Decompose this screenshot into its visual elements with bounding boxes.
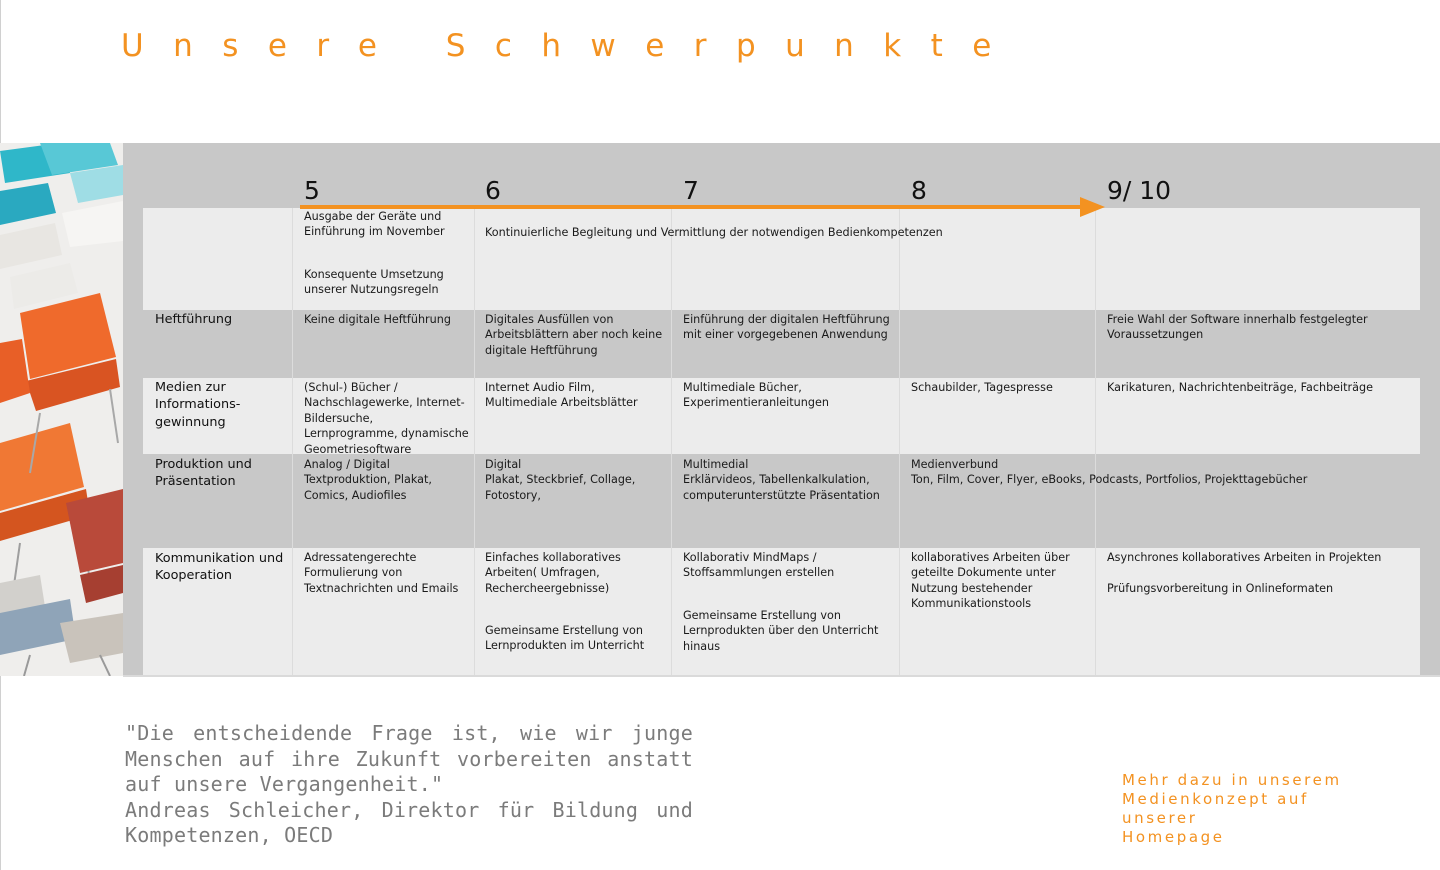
cell-komm-9-10: Asynchrones kollaboratives Arbeiten in Projekten bbox=[1107, 551, 1382, 564]
cell-komm-5: Adressatengerechte Formulierung von Textnachrichten und Emails bbox=[304, 551, 459, 595]
cell-intro-kontinuierlich: Kontinuierliche Begleitung und Vermittlung der notwendigen Bedienkompetenzen bbox=[485, 226, 943, 239]
cell-komm-6: Einfaches kollaboratives Arbeiten( Umfragen, Rechercheergebnisse) bbox=[485, 551, 621, 595]
quote-block bbox=[125, 721, 693, 849]
cell-produktion-7: Multimedial Erklärvideos, Tabellenkalkulation, computerunterstützte Präsentation bbox=[683, 458, 880, 502]
quote-text: "Die entscheidende Frage ist, wie wir junge Menschen auf ihre Zukunft vorbereiten anstatt auf unsere Vergangenheit." bbox=[125, 721, 693, 797]
grade-8: 8 bbox=[911, 176, 927, 205]
cell-produktion-8: Medienverbund Ton, Film, Cover, Flyer, eBooks, Podcasts, Portfolios, Projekttagebücher bbox=[911, 458, 1308, 487]
cell-heft-7: Einführung der digitalen Heftführung mit einer vorgegebenen Anwendung bbox=[683, 313, 890, 342]
page-title: Unsere Schwerpunkte bbox=[121, 28, 1021, 64]
cell-komm-9-10-pruefung: Prüfungsvorbereitung in Onlineformaten bbox=[1107, 582, 1334, 595]
column-divider bbox=[671, 208, 672, 675]
cell-medien-6: Internet Audio Film, Multimediale Arbeitsblätter bbox=[485, 381, 638, 410]
grade-6: 6 bbox=[485, 176, 501, 205]
cell-komm-6-gemeinsam: Gemeinsame Erstellung von Lernprodukten im Unterricht bbox=[485, 624, 645, 653]
grade-9-10: 9/ 10 bbox=[1107, 176, 1172, 205]
cell-medien-7: Multimediale Bücher, Experimentieranleitungen bbox=[683, 381, 829, 410]
cell-heft-9-10: Freie Wahl der Software innerhalb festgelegter Voraussetzungen bbox=[1107, 313, 1368, 342]
row-label-heftfuehrung: Heftführung bbox=[155, 312, 233, 327]
column-divider bbox=[899, 208, 900, 675]
cell-medien-8: Schaubilder, Tagespresse bbox=[911, 381, 1053, 394]
cell-produktion-5: Analog / Digital Textproduktion, Plakat, Comics, Audiofiles bbox=[304, 458, 432, 502]
quote-author: Andreas Schleicher, Direktor für Bildung und Kompetenzen, OECD bbox=[125, 797, 693, 848]
row-label-kommunikation: Kommunikation und Kooperation bbox=[155, 551, 284, 584]
cell-heft-6: Digitales Ausfüllen von Arbeitsblättern aber noch keine digitale Heftführung bbox=[485, 313, 663, 357]
column-divider bbox=[474, 208, 475, 675]
cell-medien-5: (Schul-) Bücher / Nachschlagewerke, Internet- Bildersuche, Lernprogramme, dynamische Geometriesoftware bbox=[304, 381, 469, 456]
cell-komm-8: kollaboratives Arbeiten über geteilte Dokumente unter Nutzung bestehender Kommunikationstools bbox=[911, 551, 1070, 611]
cell-medien-9-10: Karikaturen, Nachrichtenbeiträge, Fachbeiträge bbox=[1107, 381, 1373, 394]
cell-komm-7-gemeinsam: Gemeinsame Erstellung von Lernprodukten über den Unterricht hinaus bbox=[683, 609, 879, 653]
panel-bottom-line bbox=[123, 675, 1440, 677]
column-divider bbox=[1095, 208, 1096, 675]
grade-7: 7 bbox=[683, 176, 699, 205]
chairs-photo bbox=[0, 143, 123, 676]
cell-produktion-6: Digital Plakat, Steckbrief, Collage, Fotostory, bbox=[485, 458, 636, 502]
chairs-illustration bbox=[0, 143, 123, 676]
homepage-link[interactable]: Mehr dazu in unserem Medienkonzept auf unserer Homepage bbox=[1122, 771, 1342, 846]
cell-intro-5-geraete: Ausgabe der Geräte und Einführung im November bbox=[304, 210, 445, 239]
grade-5: 5 bbox=[304, 176, 320, 205]
column-divider bbox=[292, 208, 293, 675]
row-label-produktion: Produktion und Präsentation bbox=[155, 457, 252, 490]
row-label-medien: Medien zur Informations- gewinnung bbox=[155, 380, 241, 430]
cell-intro-5-regeln: Konsequente Umsetzung unserer Nutzungsregeln bbox=[304, 268, 444, 297]
cell-heft-5: Keine digitale Heftführung bbox=[304, 313, 451, 326]
cell-komm-7: Kollaborativ MindMaps / Stoffsammlungen erstellen bbox=[683, 551, 835, 580]
